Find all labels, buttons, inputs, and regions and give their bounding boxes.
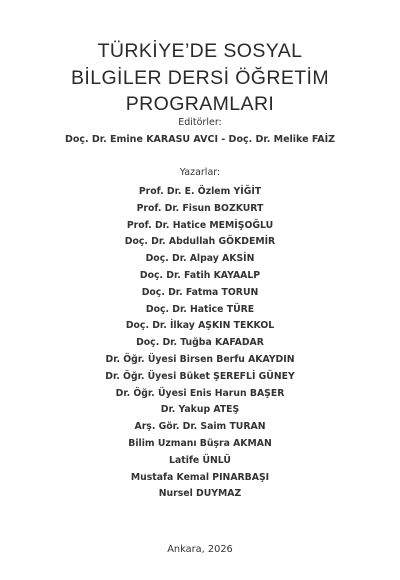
editors-names: Doç. Dr. Emine KARASU AVCI - Doç. Dr. Melike FAİZ <box>64 134 336 145</box>
book-title-line: TÜRKİYE’DE SOSYAL <box>97 40 303 62</box>
author-name: Dr. Öğr. Üyesi Büket ŞEREFLİ GÜNEY <box>105 370 295 382</box>
author-name: Doç. Dr. Abdullah GÖKDEMİR <box>124 236 276 248</box>
author-name: Prof. Dr. Hatice MEMİŞOĞLU <box>126 219 274 231</box>
author-name: Nursel DUYMAZ <box>158 488 242 500</box>
author-name: Bilim Uzmanı Büşra AKMAN <box>128 437 272 449</box>
author-name: Dr. Öğr. Üyesi Birsen Berfu AKAYDIN <box>105 353 295 365</box>
author-list <box>0 184 400 503</box>
book-title-line: PROGRAMLARI <box>125 93 275 115</box>
authors-label: Yazarlar: <box>179 167 221 178</box>
book-title <box>0 38 400 118</box>
author-name: Doç. Dr. İlkay AŞKIN TEKKOL <box>125 320 275 332</box>
author-name: Prof. Dr. E. Özlem YİĞİT <box>138 186 262 197</box>
author-name: Mustafa Kemal PINARBAŞI <box>130 471 270 483</box>
author-name: Doç. Dr. Alpay AKSİN <box>145 253 255 265</box>
author-name: Dr. Yakup ATEŞ <box>160 404 240 416</box>
author-name: Arş. Gör. Dr. Saim TURAN <box>134 421 266 433</box>
editors-label: Editörler: <box>178 117 222 128</box>
author-name: Doç. Dr. Fatih KAYAALP <box>139 269 261 281</box>
author-name: Doç. Dr. Fatma TORUN <box>141 286 259 298</box>
place-and-date: Ankara, 2026 <box>167 544 233 555</box>
author-name: Dr. Öğr. Üyesi Enis Harun BAŞER <box>115 387 285 399</box>
author-name: Doç. Dr. Hatice TÜRE <box>145 303 255 315</box>
author-name: Doç. Dr. Tuğba KAFADAR <box>136 337 264 349</box>
author-name: Latife ÜNLÜ <box>169 454 231 466</box>
book-title-line: BİLGİLER DERSİ ÖĞRETİM <box>70 66 329 89</box>
author-name: Prof. Dr. Fisun BOZKURT <box>136 202 264 214</box>
